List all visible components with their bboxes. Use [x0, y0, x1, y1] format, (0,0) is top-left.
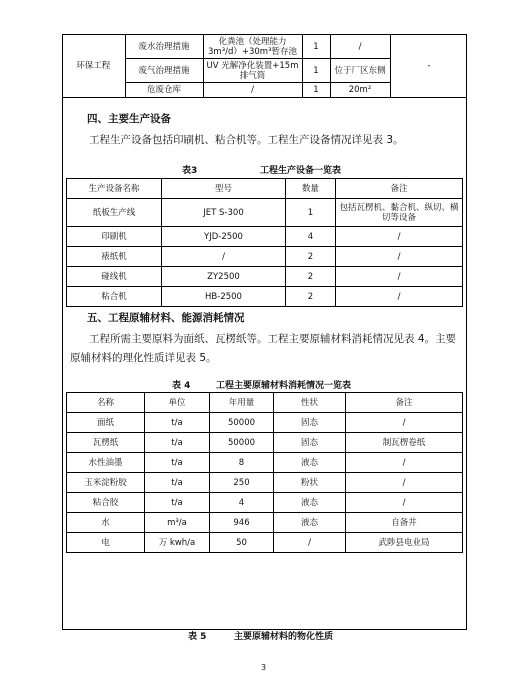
- table-row: [62, 35, 467, 59]
- table-cell: 2: [286, 287, 336, 307]
- table-caption-title: 主要原辅材料的物化性质: [234, 632, 334, 642]
- table-cell: 50: [210, 533, 274, 553]
- table-cell: /: [330, 35, 390, 59]
- table-cell: m³/a: [145, 513, 210, 533]
- table-cell: 万 kwh/a: [145, 533, 210, 553]
- table-cell: HB-2500: [162, 287, 286, 307]
- table-cell: 946: [210, 513, 274, 533]
- table-cell: t/a: [145, 493, 210, 513]
- env-protection-table: [62, 34, 467, 98]
- table-cell: /: [336, 227, 463, 247]
- table-cell: 2: [286, 247, 336, 267]
- table-cell: /: [346, 453, 463, 473]
- table-cell: 废水治理措施: [125, 35, 203, 59]
- column-header: 单位: [145, 393, 210, 413]
- table-cell: 制瓦楞卷纸: [346, 433, 463, 453]
- paragraph: 工程所需主要原料为面纸、瓦楞纸等。工程主要原辅材料消耗情况见表 4。主要原辅材料的理化性质详见表 5。: [70, 333, 457, 364]
- column-header: 型号: [162, 179, 286, 199]
- table-cell: 1: [302, 35, 330, 59]
- table-cell: 位于厂区东侧: [330, 59, 390, 83]
- table-row: [67, 227, 463, 247]
- table-row: [67, 199, 463, 227]
- table-cell: ZY2500: [162, 267, 286, 287]
- table-caption-title: 工程生产设备一览表: [260, 166, 342, 176]
- table-cell: 粉状: [274, 473, 346, 493]
- table-cell: 危废仓库: [125, 83, 203, 98]
- page-number: 3: [260, 663, 267, 672]
- table-cell: t/a: [145, 453, 210, 473]
- table-row: [67, 473, 463, 493]
- table-cell: t/a: [145, 473, 210, 493]
- table-cell: /: [346, 413, 463, 433]
- equipment-table: [66, 178, 463, 307]
- table-cell: 包括瓦楞机、黏合机、纵切、横切等设备: [336, 199, 463, 227]
- table-cell: 4: [286, 227, 336, 247]
- table-cell: /: [203, 83, 302, 98]
- section-heading: 四、主要生产设备: [87, 113, 171, 125]
- paragraph: 工程生产设备包括印刷机、粘合机等。工程生产设备情况详见表 3。: [89, 134, 404, 146]
- table-row: [67, 433, 463, 453]
- table-cell: JET S-300: [162, 199, 286, 227]
- table-cell: 8: [210, 453, 274, 473]
- table-cell: /: [274, 533, 346, 553]
- column-header: 备注: [346, 393, 463, 413]
- materials-table: [66, 392, 463, 553]
- table-row: [67, 267, 463, 287]
- table-caption-number: 表 5: [188, 632, 207, 642]
- env-category-cell: 环保工程: [62, 35, 125, 98]
- table-cell: 50000: [210, 413, 274, 433]
- table-cell: 水性油墨: [67, 453, 145, 473]
- table-header-row: [67, 179, 463, 199]
- table-cell: 粘合机: [67, 287, 162, 307]
- table-cell: 1: [286, 199, 336, 227]
- column-header: 年用量: [210, 393, 274, 413]
- table-cell: 液态: [274, 513, 346, 533]
- table-cell: /: [336, 267, 463, 287]
- table-cell: UV 光解净化装置+15m 排气筒: [203, 59, 302, 83]
- column-header: 备注: [336, 179, 463, 199]
- table-caption-number: 表3: [182, 166, 198, 176]
- table-cell: t/a: [145, 413, 210, 433]
- table-cell: 废气治理措施: [125, 59, 203, 83]
- table-cell: 自备井: [346, 513, 463, 533]
- table-cell: 50000: [210, 433, 274, 453]
- table-cell: 4: [210, 493, 274, 513]
- table-cell: /: [162, 247, 286, 267]
- table-cell: 化粪池（处理能力3m³/d）+30m³暂存池: [203, 35, 302, 59]
- table-cell: 250: [210, 473, 274, 493]
- env-remark-cell: -: [390, 35, 467, 98]
- table-cell: 2: [286, 267, 336, 287]
- table-cell: 印刷机: [67, 227, 162, 247]
- table-cell: /: [336, 287, 463, 307]
- table-row: [67, 493, 463, 513]
- table-cell: 1: [302, 59, 330, 83]
- column-header: 性状: [274, 393, 346, 413]
- table-cell: t/a: [145, 433, 210, 453]
- table-row: [67, 287, 463, 307]
- table-cell: 玉米淀粉胶: [67, 473, 145, 493]
- table-cell: 液态: [274, 493, 346, 513]
- table-cell: 粘合胶: [67, 493, 145, 513]
- table-cell: 水: [67, 513, 145, 533]
- table-header-row: [67, 393, 463, 413]
- table-cell: 武陟县电业局: [346, 533, 463, 553]
- table-cell: 裱纸机: [67, 247, 162, 267]
- table-cell: 固态: [274, 433, 346, 453]
- table-row: [67, 413, 463, 433]
- table-caption-title: 工程主要原辅材料消耗情况一览表: [216, 381, 352, 391]
- table-cell: 固态: [274, 413, 346, 433]
- table-cell: 电: [67, 533, 145, 553]
- table-cell: 1: [302, 83, 330, 98]
- section-heading: 五、工程原辅材料、能源消耗情况: [87, 312, 245, 324]
- table-cell: /: [346, 493, 463, 513]
- table-cell: 纸板生产线: [67, 199, 162, 227]
- column-header: 数量: [286, 179, 336, 199]
- table-row: [67, 247, 463, 267]
- table-caption-number: 表 4: [172, 381, 191, 391]
- table-cell: /: [346, 473, 463, 493]
- table-cell: 20m²: [330, 83, 390, 98]
- table-row: [67, 453, 463, 473]
- column-header: 生产设备名称: [67, 179, 162, 199]
- table-row: [67, 513, 463, 533]
- table-cell: 液态: [274, 453, 346, 473]
- table-cell: 碰线机: [67, 267, 162, 287]
- column-header: 名称: [67, 393, 145, 413]
- table-cell: YJD-2500: [162, 227, 286, 247]
- table-cell: 瓦楞纸: [67, 433, 145, 453]
- table-cell: 面纸: [67, 413, 145, 433]
- table-row: [67, 533, 463, 553]
- table-cell: /: [336, 247, 463, 267]
